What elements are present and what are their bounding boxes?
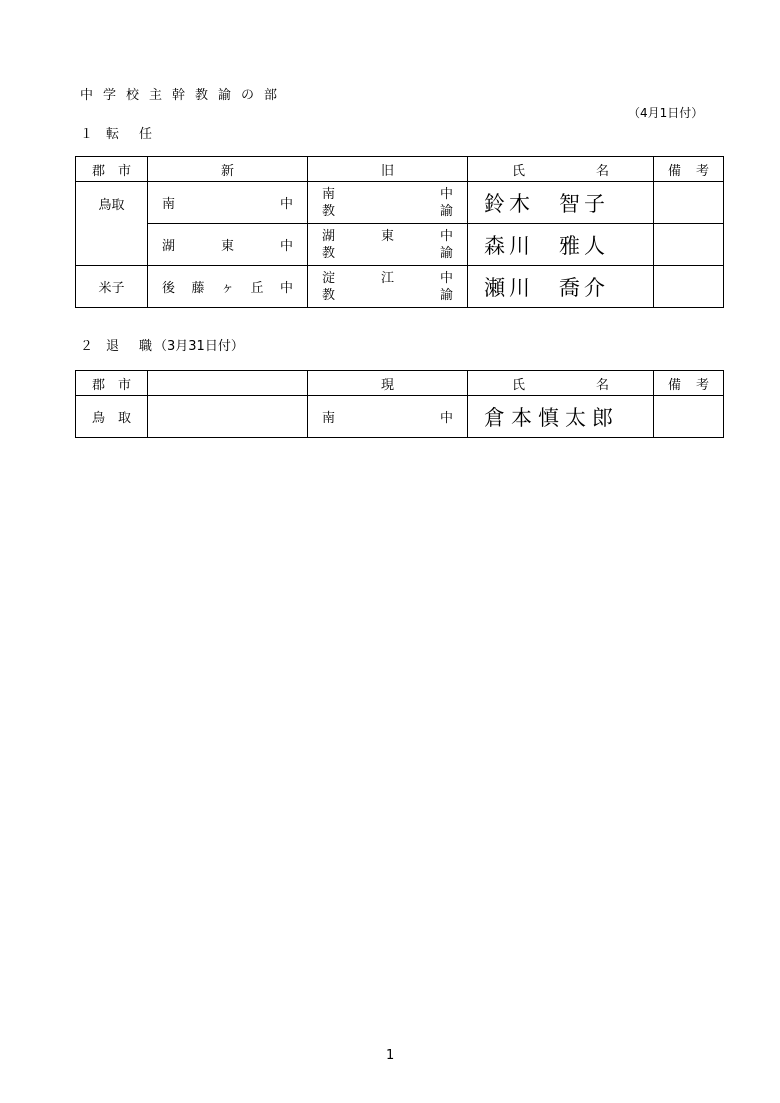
row-name: 鈴木 智子 bbox=[468, 182, 654, 224]
section-retirement-heading bbox=[80, 335, 244, 354]
section-number: ２ bbox=[80, 339, 94, 354]
page-title: 中学校主幹教諭の部 bbox=[80, 88, 288, 103]
page-number: 1 bbox=[386, 1048, 395, 1063]
row-old-post bbox=[308, 182, 468, 224]
row-blank bbox=[148, 396, 308, 438]
row-new-school bbox=[148, 182, 308, 224]
table-header-row bbox=[76, 157, 724, 182]
header-current: 現 bbox=[308, 371, 468, 396]
row-current-school-text: 南 中 bbox=[322, 411, 453, 426]
table-row bbox=[76, 266, 724, 308]
header-new: 新 bbox=[148, 157, 308, 182]
section-number: １ bbox=[80, 127, 94, 142]
table-header-row bbox=[76, 371, 724, 396]
row-new-school-text: 湖 東 中 bbox=[162, 239, 293, 254]
table-row bbox=[76, 396, 724, 438]
header-remarks bbox=[654, 371, 724, 396]
header-name bbox=[468, 157, 654, 182]
row-new-school bbox=[148, 224, 308, 266]
table-row bbox=[76, 182, 724, 224]
row-old-school: 南 中 bbox=[322, 186, 453, 202]
section-label: 退職 bbox=[106, 339, 173, 354]
row-city: 米子 bbox=[76, 266, 148, 308]
header-city: 郡 市 bbox=[76, 157, 148, 182]
header-name bbox=[468, 371, 654, 396]
effective-date: （4月1日付） bbox=[628, 106, 704, 120]
header-blank bbox=[148, 371, 308, 396]
row-remarks bbox=[654, 182, 724, 224]
section-transfer-heading bbox=[80, 123, 172, 142]
header-city bbox=[76, 371, 148, 396]
row-remarks bbox=[654, 224, 724, 266]
header-remarks-text: 備 考 bbox=[668, 377, 709, 393]
row-old-position: 教 諭 bbox=[322, 245, 453, 261]
row-city bbox=[76, 396, 148, 438]
row-current-school bbox=[308, 396, 468, 438]
header-remarks-text: 備 考 bbox=[668, 163, 709, 179]
row-old-post bbox=[308, 224, 468, 266]
header-city-text: 郡 市 bbox=[92, 377, 131, 393]
row-old-school: 淀 江 中 bbox=[322, 270, 453, 286]
row-old-school: 湖 東 中 bbox=[322, 228, 453, 244]
row-city: 鳥取 bbox=[76, 182, 148, 266]
row-old-position: 教 諭 bbox=[322, 203, 453, 219]
row-old-post bbox=[308, 266, 468, 308]
table-row bbox=[76, 224, 724, 266]
header-name-text: 氏 名 bbox=[512, 377, 609, 393]
row-new-school-text: 南 中 bbox=[162, 197, 293, 212]
section-date: （3月31日付） bbox=[154, 339, 244, 354]
row-new-school bbox=[148, 266, 308, 308]
row-new-school-text: 後 藤 ヶ 丘 中 bbox=[162, 281, 293, 296]
retirement-table bbox=[75, 370, 724, 438]
row-old-position: 教 諭 bbox=[322, 287, 453, 303]
section-label: 転任 bbox=[106, 127, 173, 142]
header-old: 旧 bbox=[308, 157, 468, 182]
row-remarks bbox=[654, 396, 724, 438]
row-name: 倉本慎太郎 bbox=[468, 396, 654, 438]
row-name: 森川 雅人 bbox=[468, 224, 654, 266]
header-remarks bbox=[654, 157, 724, 182]
row-city-text: 鳥 取 bbox=[92, 411, 131, 426]
header-name-text: 氏 名 bbox=[512, 163, 609, 179]
row-name: 瀬川 喬介 bbox=[468, 266, 654, 308]
transfer-table bbox=[75, 156, 724, 308]
row-remarks bbox=[654, 266, 724, 308]
